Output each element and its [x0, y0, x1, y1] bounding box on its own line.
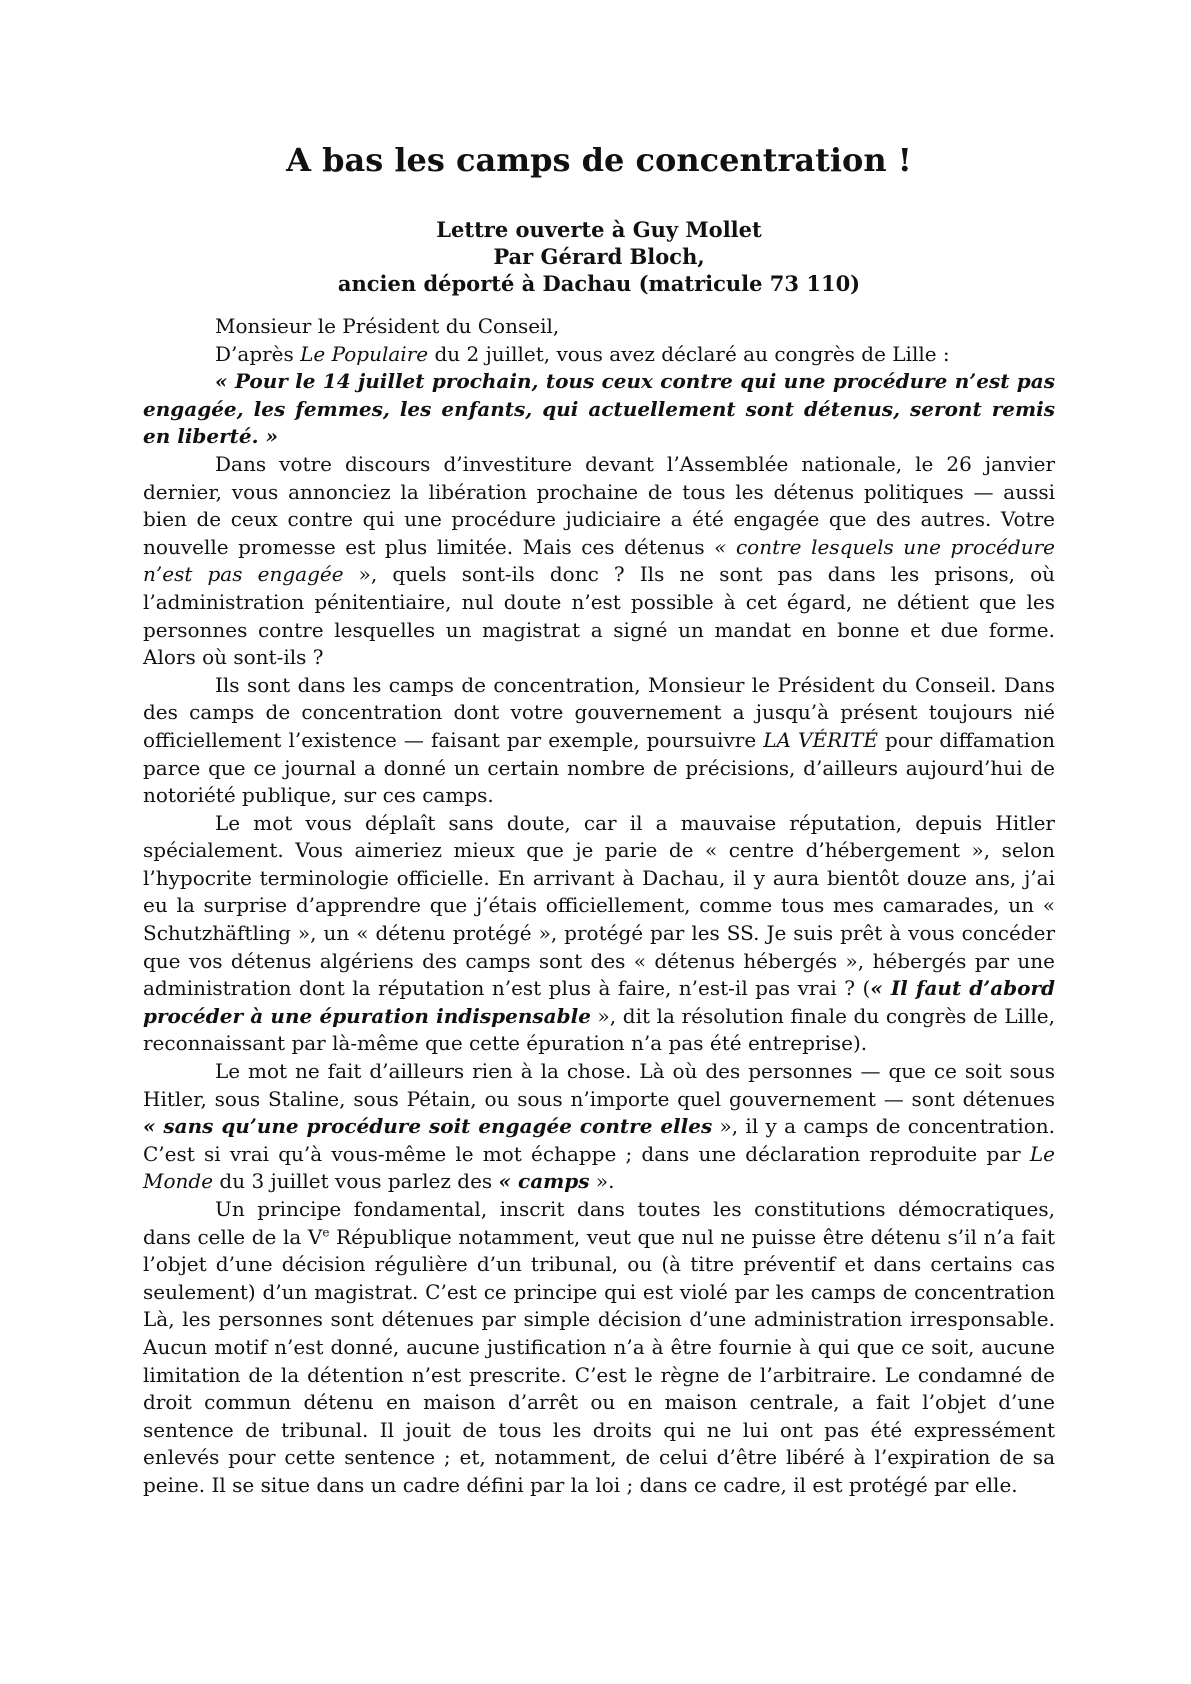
paragraph-1-text-c: du 2 juillet, vous avez déclaré au congrès de Lille : [428, 341, 950, 366]
paragraph-1-text-a: D’après [215, 341, 301, 366]
subtitle-line-author: Par Gérard Bloch, [493, 244, 705, 269]
subtitle-block [143, 216, 1055, 297]
quote-paragraph: « Pour le 14 juillet prochain, tous ceux contre qui une procédure n’est pas engagée, les femmes, les enfants, qui actuellement sont détenus, seront remis en liberté. » [143, 369, 1055, 449]
letter-body [143, 313, 1055, 1500]
paragraph-2-text-c: », quels sont-ils donc ? Ils ne sont pas dans les prisons, où l’administration pénitentiaire, nul doute n’est possible à cet égard, ne détient que les personnes contre lesquelles un magistrat a signé un mandat en bonne et due forme. Alors où sont-ils ? [143, 562, 1056, 670]
paragraph-5-text-a: Le mot ne fait d’ailleurs rien à la chose. Là où des personnes — que ce soit sous Hitler, sous Staline, sous Pétain, ou sous n’importe quel gouvernement — sont détenues [143, 1059, 1055, 1111]
newspaper-le-monde: Le Monde [143, 1141, 1055, 1194]
document-title: A bas les camps de concentration ! [286, 141, 912, 179]
paragraph-4-text-a: Le mot vous déplaît sans doute, car il a mauvaise réputation, depuis Hitler spécialement. Vous aimeriez mieux que je parie de « centre d’hébergement », selon l’hypocrite terminologie officielle. En arrivant à Dachau, il y aura bientôt douze ans, j’ai eu la surprise d’apprendre que j’étais officiellement, comme tous mes camarades, un « Schutzhäftling », un « détenu protégé », protégé par les SS. Je suis prêt à vous concéder que vos détenus algériens des camps sont des « détenus hébergés », hébergés par une administration dont la réputation n’est plus à faire, n’est-il pas vrai ? ( [143, 810, 1055, 1001]
paragraph-4-text-c: », dit la résolution finale du congrès de Lille, reconnaissant par là-même que cette épuration n’a pas été entreprise). [143, 1003, 1055, 1056]
paragraph-2 [143, 451, 1055, 672]
paragraph-2-text-a: Dans votre discours d’investiture devant l’Assemblée nationale, le 26 janvier dernier, vous annonciez la libération prochaine de tous les détenus politiques — aussi bien de ceux contre qui une procédure judiciaire a été engagée que des autres. Votre nouvelle promesse est plus limitée. Mais ces détenus [143, 451, 1055, 559]
paragraph-5 [143, 1058, 1055, 1196]
paragraph-3-text-a: Ils sont dans les camps de concentration, Monsieur le Président du Conseil. Dans des camps de concentration dont votre gouvernement a jusqu’à présent toujours nié officiellement l’existence — faisant par exemple, poursuivre [143, 672, 1055, 752]
paragraph-2-italic-quote: « contre lesquels une procédure n’est pas engagée [143, 534, 1055, 587]
document-page [143, 140, 1055, 1500]
paragraph-1 [143, 341, 1055, 369]
paragraph-4 [143, 810, 1055, 1058]
paragraph-6-text-a: Un principe fondamental, inscrit dans toutes les constitutions démocratiques, dans celle de la V [143, 1197, 1055, 1249]
paragraph-5-text-e: du 3 juillet vous parlez des [213, 1169, 499, 1194]
newspaper-le-populaire: Le Populaire [300, 341, 429, 366]
paragraph-6-text-b: République notamment, veut que nul ne puisse être détenu s’il n’a fait l’objet d’une décision régulière d’un tribunal, ou (à titre préventif et dans certains cas seulement) d’un magistrat. C’est ce principe qui est violé par les camps de concentration Là, les personnes sont détenues par simple décision d’une administration irresponsable. Aucun motif n’est donné, aucune justification n’a à être fournie à qui que ce soit, aucune limitation de la détention n’est prescrite. C’est le règne de l’arbitraire. Le condamné de droit commun détenu en maison d’arrêt ou en maison centrale, a fait l’objet d’une sentence de tribunal. Il jouit de tous les droits qui ne lui ont pas été expressément enlevés pour cette sentence ; et, notamment, de celui d’être libéré à l’expiration de sa peine. Il se situe dans un cadre défini par la loi ; dans ce cadre, il est protégé par elle. [143, 1224, 1055, 1497]
subtitle-line-letter: Lettre ouverte à Guy Mollet [436, 217, 762, 242]
paragraph-5-bold-quote: « sans qu’une procédure soit engagée contre elles [143, 1114, 713, 1139]
paragraph-6 [143, 1196, 1055, 1500]
paragraph-5-bold-camps: « camps [498, 1169, 590, 1194]
paragraph-3-text-c: pour diffamation parce que ce journal a donné un certain nombre de précisions, d’ailleurs aujourd’hui de notoriété publique, sur ces camps. [143, 727, 1055, 808]
paragraph-6-superscript: e [322, 1224, 330, 1239]
paragraph-4-bold-quote: « Il faut d’abord procéder à une épuration indispensable [143, 976, 1056, 1028]
paragraph-5-text-c: », il y a camps de concentration. C’est si vrai qu’à vous-même le mot échappe ; dans une déclaration reproduite par [143, 1114, 1055, 1166]
subtitle-line-former-deportee: ancien déporté à Dachau (matricule 73 110) [337, 271, 861, 296]
salutation: Monsieur le Président du Conseil, [215, 314, 560, 338]
paragraph-5-text-g: ». [589, 1169, 615, 1194]
paragraph-3 [143, 672, 1055, 810]
newspaper-la-verite: LA VÉRITÉ [763, 727, 878, 752]
